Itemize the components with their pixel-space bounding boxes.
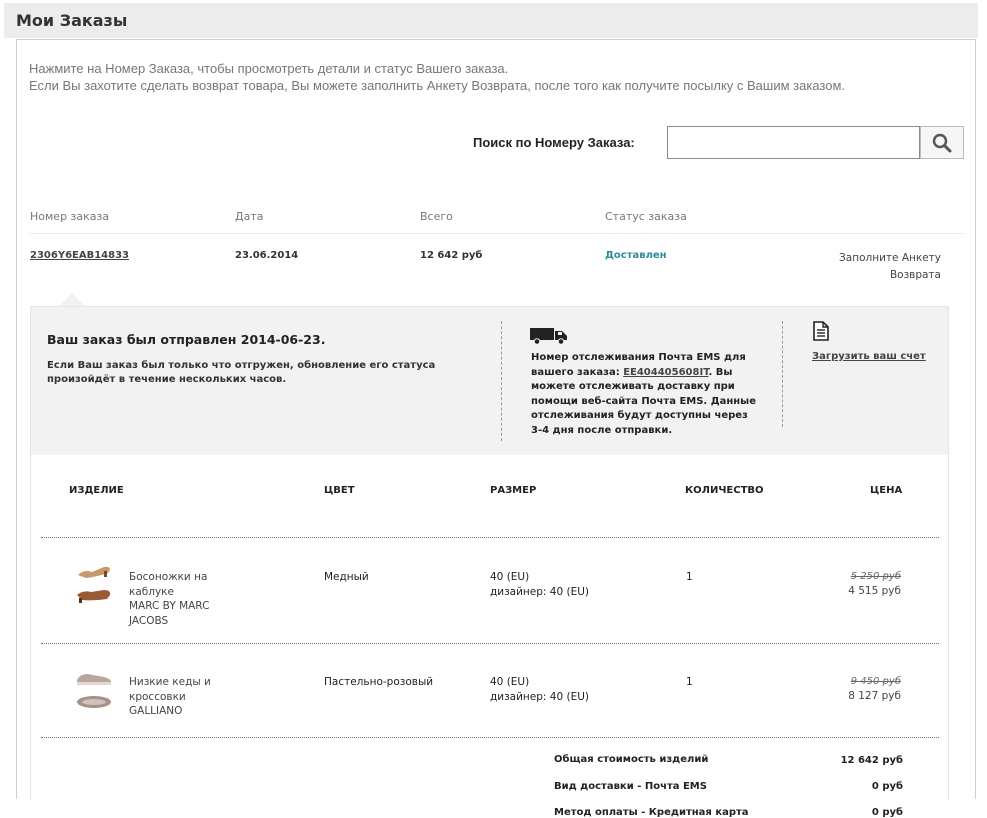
items-header-qty: КОЛИЧЕСТВО [685, 485, 764, 496]
download-invoice-link[interactable]: Загрузить ваш счет [812, 351, 926, 362]
item-old-price: 5 250 руб [850, 571, 901, 582]
intro-text [29, 60, 899, 94]
item-color: Медный [324, 571, 369, 583]
item-size-eu: 40 (EU) [490, 571, 530, 583]
intro-line-1: Нажмите на Номер Заказа, чтобы просмотреть детали и статус Вашего заказа. [29, 61, 509, 76]
truck-icon [530, 327, 570, 345]
col-header-date: Дата [235, 210, 264, 223]
search-label: Поиск по Номеру Заказа: [473, 135, 635, 150]
item-size-eu: 40 (EU) [490, 676, 530, 688]
items-header-item: ИЗДЕЛИЕ [69, 485, 124, 496]
order-items [30, 455, 949, 818]
tracking-info [531, 351, 756, 438]
page-title: Мои Заказы [16, 11, 128, 30]
summary-payment-label: Метод оплаты - Кредитная карта [554, 807, 749, 818]
items-divider [41, 643, 939, 644]
items-header-price: ЦЕНА [870, 485, 903, 496]
sneakers-thumbnail [74, 669, 114, 713]
list-item-name[interactable] [129, 675, 239, 719]
col-header-status: Статус заказа [605, 210, 687, 223]
item-price: 8 127 руб [848, 690, 901, 702]
items-header-color: ЦВЕТ [324, 485, 355, 496]
summary-subtotal-label: Общая стоимость изделий [554, 754, 709, 765]
sandals-thumbnail [74, 563, 114, 607]
tracking-suffix: . Вы можете отслеживать доставку при помощи веб-сайта Почта EMS. Данные отслеживания будут доступны через 3-4 дня после отправки. [531, 366, 757, 436]
item-size-designer: дизайнер: 40 (EU) [490, 690, 590, 703]
items-divider [41, 537, 939, 538]
orders-panel [16, 39, 976, 818]
col-header-total: Всего [420, 210, 453, 223]
order-search-input[interactable] [667, 126, 920, 159]
col-header-order-number: Номер заказа [30, 210, 110, 223]
shipped-title: Ваш заказ был отправлен 2014-06-23. [47, 332, 326, 347]
item-qty: 1 [686, 571, 693, 583]
intro-line-2: Если Вы захотите сделать возврат товара, Вы можете заполнить Анкету Возврата, после того как получите посылку с Вашим заказом. [29, 78, 845, 93]
order-date: 23.06.2014 [235, 250, 299, 261]
product-brand: MARC BY MARC JACOBS [129, 600, 210, 627]
order-number-link[interactable]: 2306Y6EAB14833 [30, 250, 130, 261]
item-old-price: 9 450 руб [850, 676, 901, 687]
tracking-number-link[interactable]: EE404405608IT [623, 366, 709, 378]
tracking-prefix: Номер отслеживания Почта EMS для вашего заказа: [531, 352, 746, 378]
items-header-size: РАЗМЕР [490, 485, 537, 496]
item-size-designer: дизайнер: 40 (EU) [490, 585, 590, 598]
order-total: 12 642 руб [420, 250, 483, 261]
header-divider [29, 233, 964, 234]
details-divider [501, 321, 502, 441]
summary-delivery-label: Вид доставки - Почта EMS [554, 781, 707, 792]
item-price: 4 515 руб [848, 585, 901, 597]
item-qty: 1 [686, 676, 693, 688]
search-icon [932, 133, 952, 153]
items-divider [41, 737, 939, 738]
product-brand: GALLIANO [129, 705, 183, 717]
shipped-note: Если Ваш заказ был только что отгружен, обновление его статуса произойдёт в течение нескольких часов. [47, 360, 436, 385]
item-size [490, 570, 589, 599]
details-pointer [61, 295, 83, 306]
product-name: Босоножки на каблуке [129, 571, 208, 598]
item-color: Пастельно-розовый [324, 676, 434, 688]
search-button[interactable] [920, 126, 964, 159]
summary-delivery-value: 0 руб [871, 781, 903, 792]
shipping-details [30, 306, 949, 456]
page-header [4, 3, 978, 38]
return-form-link[interactable]: Заполните Анкету Возврата [839, 252, 941, 281]
list-item-name[interactable] [129, 570, 239, 628]
item-size [490, 675, 589, 704]
document-icon [813, 321, 829, 341]
summary-subtotal-value: 12 642 руб [840, 755, 903, 766]
summary-payment-value: 0 руб [871, 807, 903, 818]
details-divider [782, 321, 783, 427]
order-status: Доставлен [605, 250, 667, 261]
product-name: Низкие кеды и кроссовки [129, 676, 211, 703]
